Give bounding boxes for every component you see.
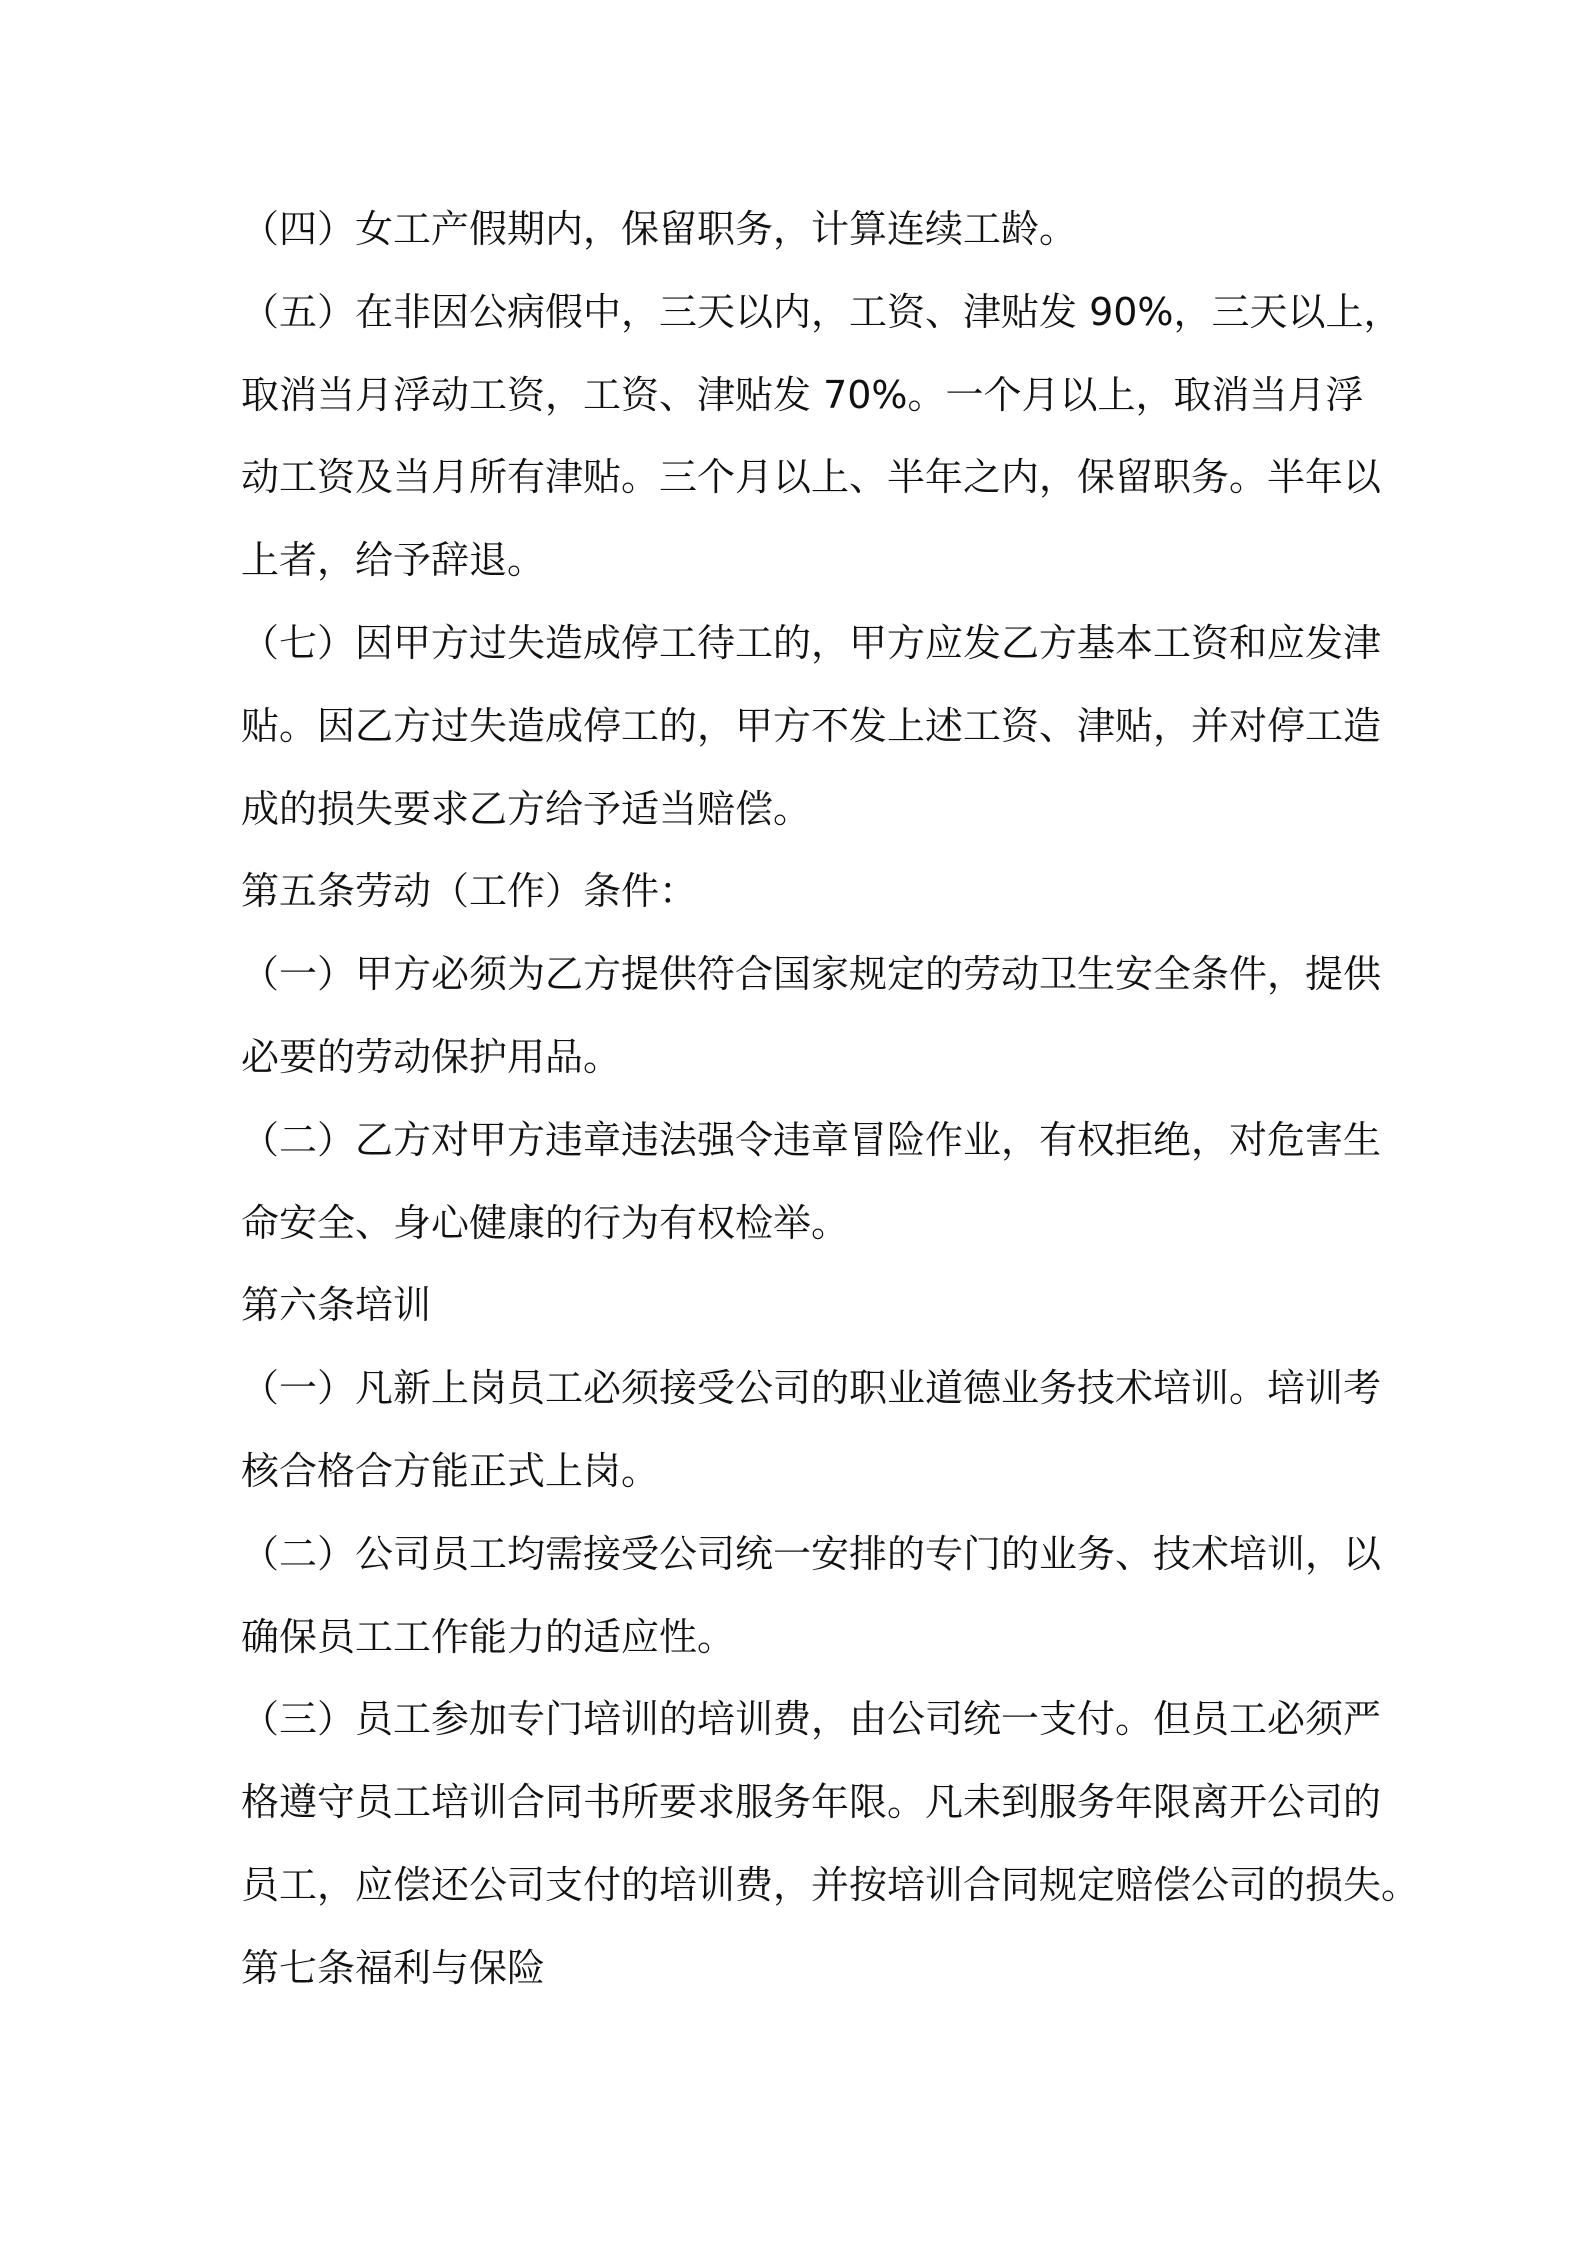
paragraph-4-line-1: （四）女工产假期内，保留职务，计算连续工龄。 <box>241 207 1078 251</box>
article-6-item-3-line-1: （三）员工参加专门培训的培训费，由公司统一支付。但员工必须严 <box>241 1697 1382 1741</box>
article-6-item-3-line-2: 格遵守员工培训合同书所要求服务年限。凡未到服务年限离开公司的 <box>241 1780 1382 1824</box>
paragraph-5-line-1: （五）在非因公病假中，三天以内，工资、津贴发 90%，三天以上， <box>241 290 1402 334</box>
article-5-heading: 第五条劳动（工作）条件： <box>241 869 698 913</box>
article-7-heading: 第七条福利与保险 <box>241 1946 546 1990</box>
article-6-heading: 第六条培训 <box>241 1283 432 1327</box>
article-6-item-3-line-3: 员工，应偿还公司支付的培训费，并按培训合同规定赔偿公司的损失。 <box>241 1863 1420 1907</box>
article-5-item-1-line-1: （一）甲方必须为乙方提供符合国家规定的劳动卫生安全条件，提供 <box>241 952 1382 996</box>
article-6-item-2-line-1: （二）公司员工均需接受公司统一安排的专门的业务、技术培训，以 <box>241 1532 1382 1576</box>
article-6-item-1-line-1: （一）凡新上岗员工必须接受公司的职业道德业务技术培训。培训考 <box>241 1366 1382 1410</box>
article-5-item-1-line-2: 必要的劳动保护用品。 <box>241 1035 622 1079</box>
article-6-item-2-line-2: 确保员工工作能力的适应性。 <box>241 1615 736 1659</box>
article-5-item-2-line-2: 命安全、身心健康的行为有权检举。 <box>241 1201 850 1245</box>
article-5-item-2-line-1: （二）乙方对甲方违章违法强令违章冒险作业，有权拒绝，对危害生 <box>241 1118 1382 1162</box>
paragraph-5-line-4: 上者，给予辞退。 <box>241 538 546 582</box>
paragraph-7-line-3: 成的损失要求乙方给予适当赔偿。 <box>241 787 812 831</box>
paragraph-5-line-2: 取消当月浮动工资，工资、津贴发 70%。一个月以上，取消当月浮 <box>241 373 1364 417</box>
paragraph-5-line-3: 动工资及当月所有津贴。三个月以上、半年之内，保留职务。半年以 <box>241 455 1382 499</box>
paragraph-7-line-1: （七）因甲方过失造成停工待工的，甲方应发乙方基本工资和应发津 <box>241 621 1382 665</box>
article-6-item-1-line-2: 核合格合方能正式上岗。 <box>241 1449 660 1493</box>
paragraph-7-line-2: 贴。因乙方过失造成停工的，甲方不发上述工资、津贴，并对停工造 <box>241 704 1382 748</box>
